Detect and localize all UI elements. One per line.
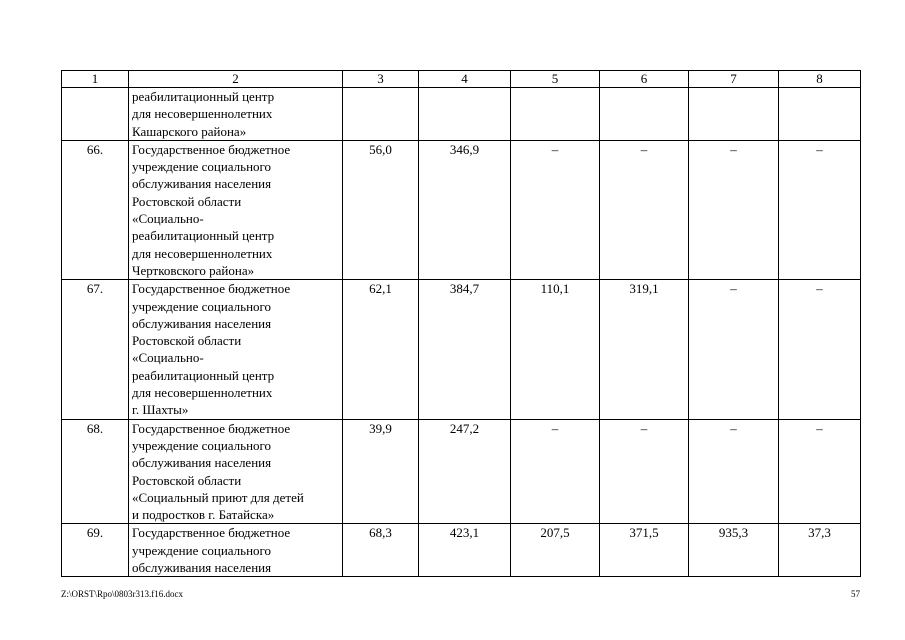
value-cell-col-7: – <box>689 419 779 524</box>
value-cell-col-4: 384,7 <box>419 280 511 419</box>
institution-name-line: Ростовской области <box>132 472 242 488</box>
column-header-1: 1 <box>62 71 129 88</box>
value-cell-col-4: 423,1 <box>419 524 511 577</box>
value-cell-col-7: 935,3 <box>689 524 779 577</box>
value-cell-col-5: – <box>511 140 600 279</box>
institution-name-line: обслуживания населения <box>132 315 272 331</box>
institution-name <box>129 419 343 524</box>
institution-name-line: для несовершеннолетних <box>132 106 273 122</box>
value-cell-col-7: – <box>689 140 779 279</box>
institution-name-line: учреждение социального <box>132 542 272 558</box>
table-row <box>62 88 861 141</box>
table-body <box>62 88 861 577</box>
value-cell-col-6: – <box>600 140 689 279</box>
institution-name-line: Государственное бюджетное <box>132 525 291 541</box>
value-cell-col-8: – <box>779 280 861 419</box>
value-cell-col-4: 346,9 <box>419 140 511 279</box>
institution-name-line: и подростков г. Батайска» <box>132 507 275 523</box>
footer-file-path: Z:\ORST\Rpo\0803r313.f16.docx <box>61 589 183 599</box>
column-header-6: 6 <box>600 71 689 88</box>
institution-name-line: реабилитационный центр <box>132 228 275 244</box>
table-row <box>62 280 861 419</box>
row-number <box>62 88 129 141</box>
institution-name-line: реабилитационный центр <box>132 367 275 383</box>
institution-name-line: «Социально- <box>132 211 204 227</box>
value-cell-col-5: – <box>511 419 600 524</box>
value-cell-col-3: 62,1 <box>343 280 419 419</box>
value-cell-col-5 <box>511 88 600 141</box>
value-cell-col-6: 319,1 <box>600 280 689 419</box>
footer-page-number: 57 <box>851 589 860 599</box>
column-header-4: 4 <box>419 71 511 88</box>
value-cell-col-7: – <box>689 280 779 419</box>
row-number: 67. <box>62 280 129 419</box>
data-table <box>61 70 861 577</box>
value-cell-col-8: 37,3 <box>779 524 861 577</box>
institution-name-line: Кашарского района» <box>132 123 247 139</box>
institution-name-line: учреждение социального <box>132 437 272 453</box>
column-header-2: 2 <box>129 71 343 88</box>
institution-name-line: обслуживания населения <box>132 455 272 471</box>
institution-name-line: г. Шахты» <box>132 402 189 418</box>
value-cell-col-6: – <box>600 419 689 524</box>
institution-name-line: Государственное бюджетное <box>132 141 291 157</box>
institution-name-line: Чертковского района» <box>132 262 255 278</box>
value-cell-col-3: 68,3 <box>343 524 419 577</box>
value-cell-col-8 <box>779 88 861 141</box>
institution-name <box>129 88 343 141</box>
institution-name <box>129 524 343 577</box>
column-header-8: 8 <box>779 71 861 88</box>
value-cell-col-5: 207,5 <box>511 524 600 577</box>
column-header-3: 3 <box>343 71 419 88</box>
table-row <box>62 419 861 524</box>
institution-name-line: Государственное бюджетное <box>132 281 291 297</box>
institution-name-line: Государственное бюджетное <box>132 420 291 436</box>
value-cell-col-8: – <box>779 419 861 524</box>
institution-name-line: Ростовской области <box>132 193 242 209</box>
institution-name-line: учреждение социального <box>132 298 272 314</box>
institution-name <box>129 280 343 419</box>
column-header-5: 5 <box>511 71 600 88</box>
institution-name-line: для несовершеннолетних <box>132 245 273 261</box>
value-cell-col-5: 110,1 <box>511 280 600 419</box>
institution-name-line: для несовершеннолетних <box>132 385 273 401</box>
table-row <box>62 524 861 577</box>
institution-name-line: обслуживания населения <box>132 560 272 576</box>
institution-name-line: «Социально- <box>132 350 204 366</box>
table-row <box>62 140 861 279</box>
value-cell-col-4: 247,2 <box>419 419 511 524</box>
institution-name-line: «Социальный приют для детей <box>132 489 304 505</box>
row-number: 68. <box>62 419 129 524</box>
value-cell-col-6: 371,5 <box>600 524 689 577</box>
value-cell-col-6 <box>600 88 689 141</box>
value-cell-col-4 <box>419 88 511 141</box>
institution-name-line: реабилитационный центр <box>132 89 275 104</box>
value-cell-col-7 <box>689 88 779 141</box>
institution-name-line: обслуживания населения <box>132 176 272 192</box>
institution-name-line: Ростовской области <box>132 333 242 349</box>
institution-name-line: учреждение социального <box>132 159 272 175</box>
value-cell-col-3: 56,0 <box>343 140 419 279</box>
value-cell-col-8: – <box>779 140 861 279</box>
row-number: 66. <box>62 140 129 279</box>
column-header-7: 7 <box>689 71 779 88</box>
table-header-row <box>62 71 861 88</box>
value-cell-col-3: 39,9 <box>343 419 419 524</box>
institution-name <box>129 140 343 279</box>
row-number: 69. <box>62 524 129 577</box>
value-cell-col-3 <box>343 88 419 141</box>
